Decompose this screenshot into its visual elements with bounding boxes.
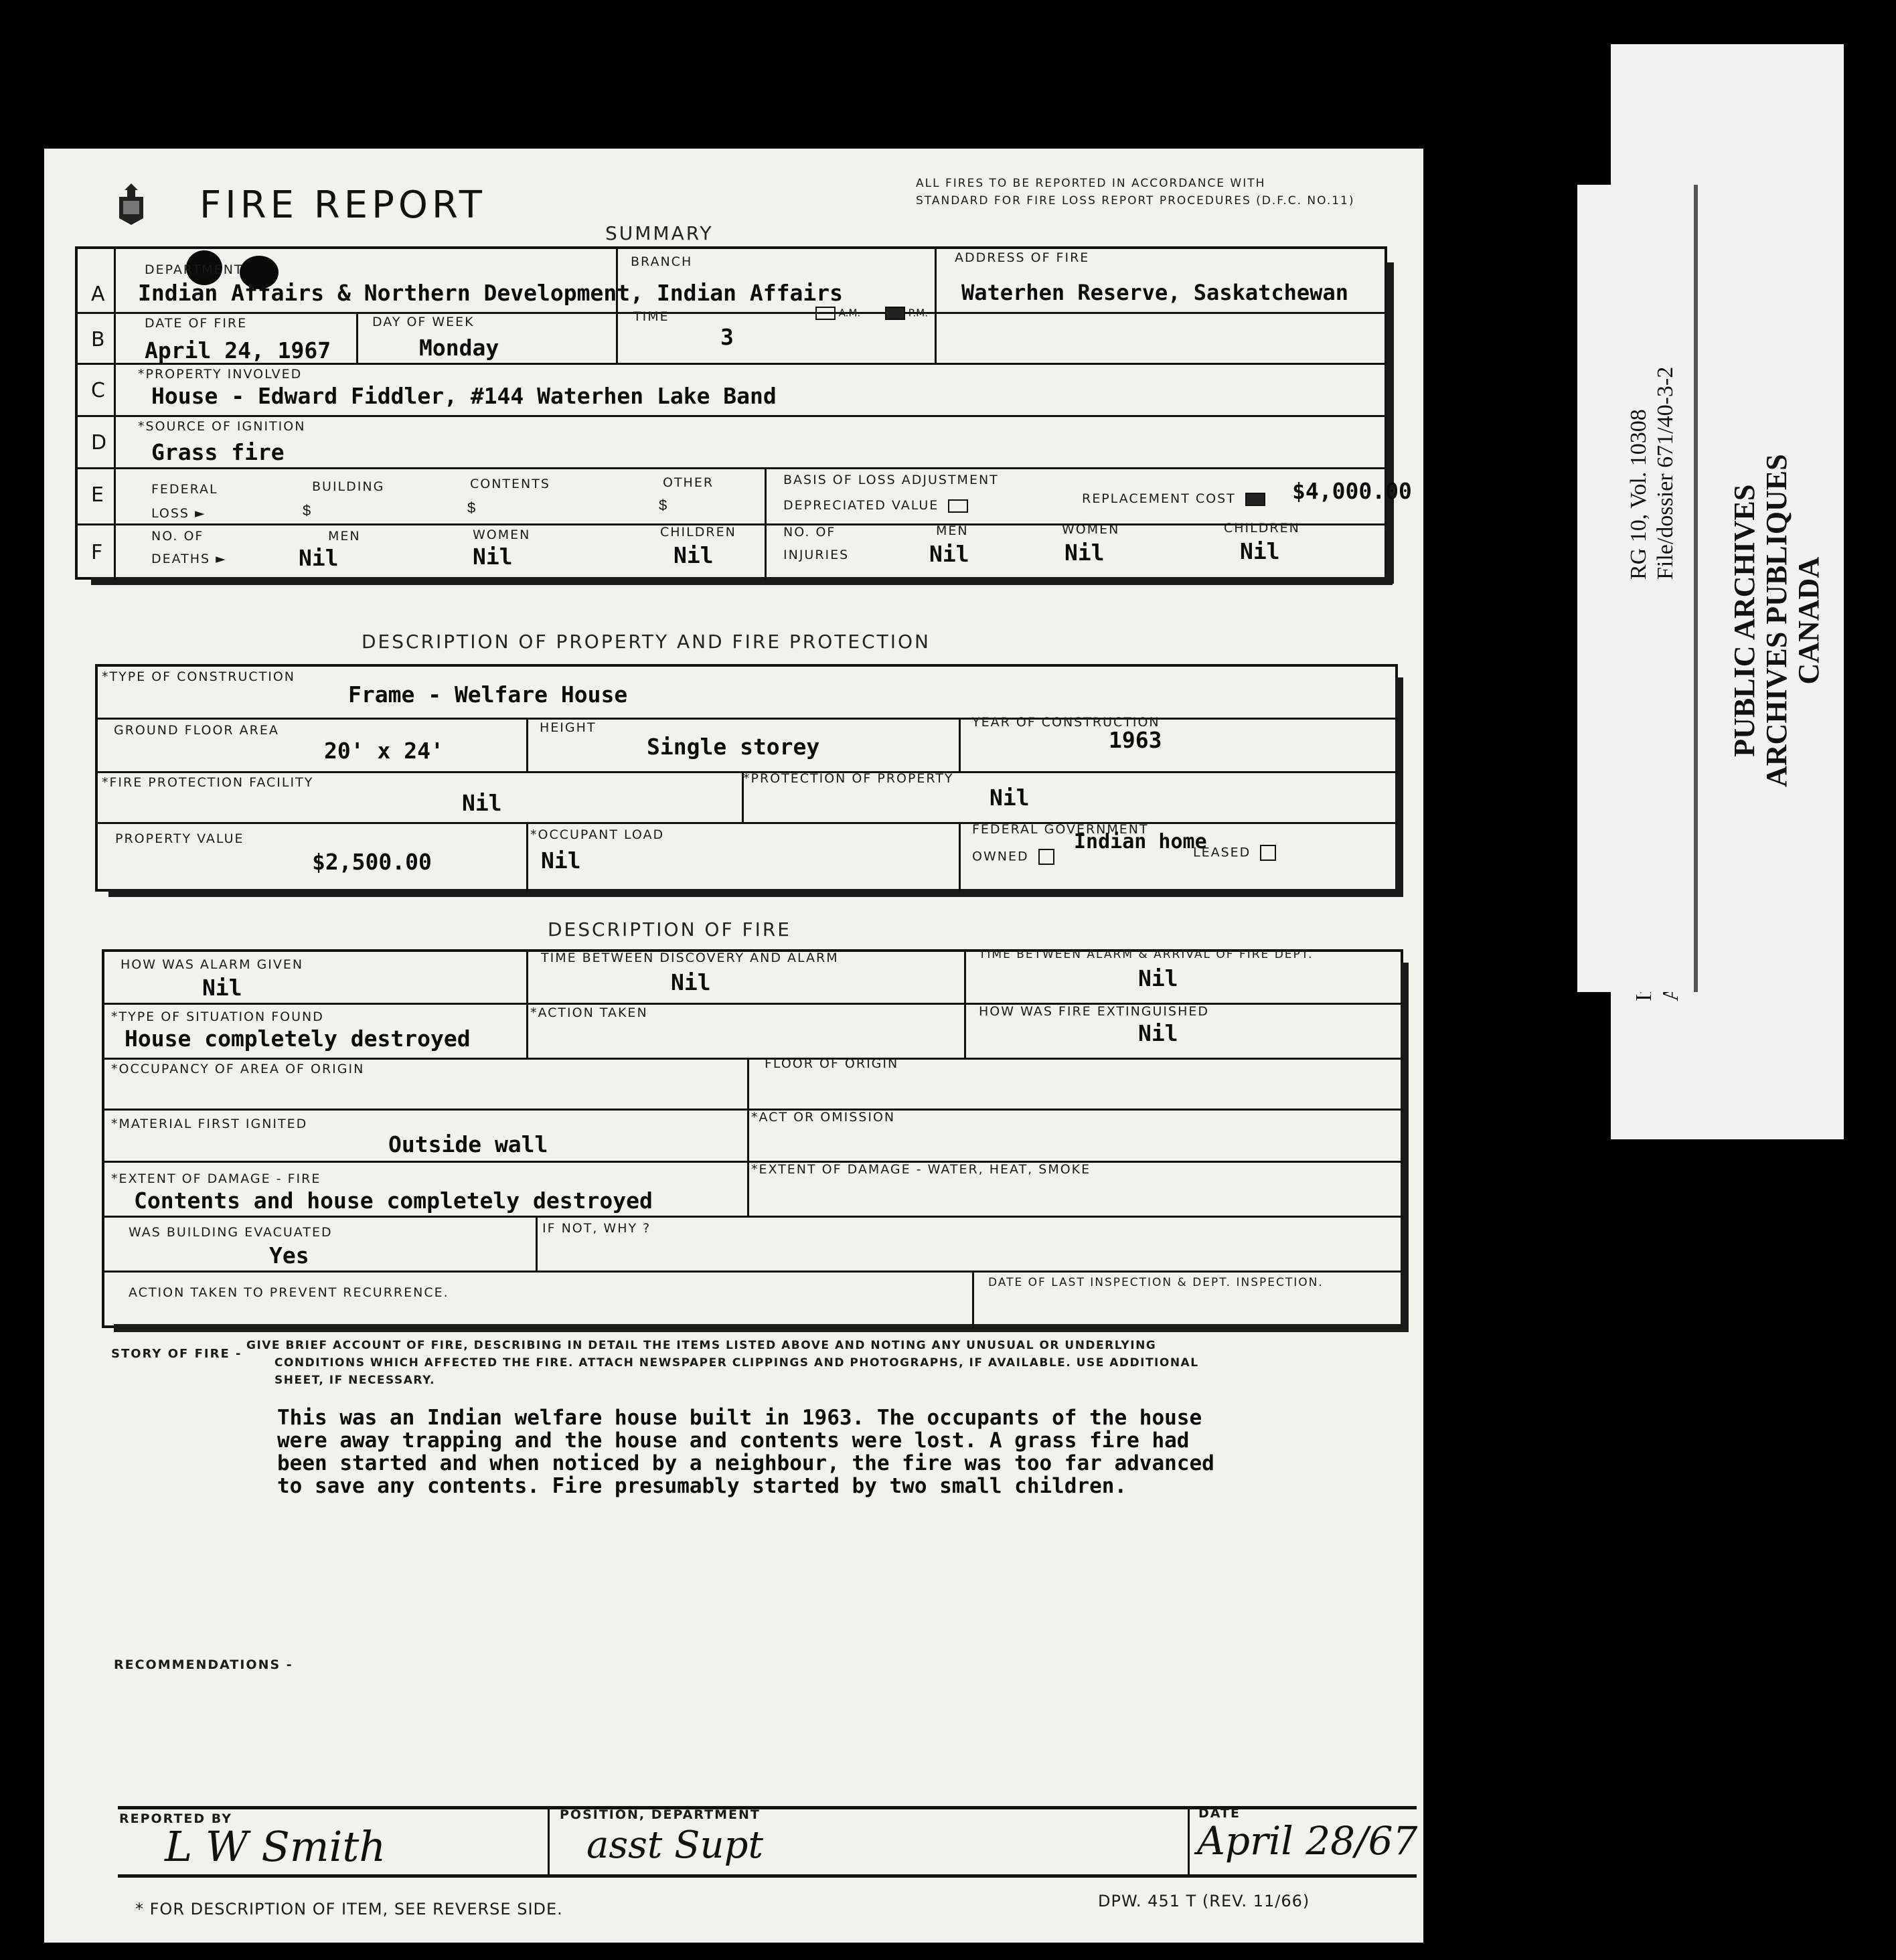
property-involved-label: *PROPERTY INVOLVED [138,367,303,382]
footnote: * FOR DESCRIPTION OF ITEM, SEE REVERSE SIDE. [135,1900,563,1918]
extinguished-label: HOW WAS FIRE EXTINGUISHED [979,1004,1210,1019]
address-label: ADDRESS OF FIRE [955,250,1090,265]
evacuated-label: WAS BUILDING EVACUATED [129,1225,333,1240]
leased-label: LEASED [1193,845,1276,861]
construction-value: Frame - Welfare House [348,681,628,708]
am-label: A.M. [838,307,861,319]
address-value: Waterhen Reserve, Saskatchewan [961,280,1348,305]
story-instructions-3: SHEET, IF NECESSARY. [274,1374,436,1387]
year-label: YEAR OF CONSTRUCTION [972,715,1160,730]
evacuated-value: Yes [269,1242,309,1269]
contents-label: CONTENTS [470,477,550,491]
property-value-label: PROPERTY VALUE [115,831,244,846]
deaths-men-label: MEN [328,529,361,544]
replacement-cost-value: $4,000.00 [1292,478,1412,504]
federal-government-note: Indian home [1074,830,1207,853]
injuries-men-label: MEN [936,523,969,538]
row-letter-a: A [91,282,105,306]
damage-fire-label: *EXTENT OF DAMAGE - FIRE [111,1171,321,1186]
story-line-1: This was an Indian welfare house built in 1963. The occupants of the house [277,1406,1202,1430]
action-taken-label: *ACTION TAKEN [530,1005,648,1020]
time-value: 3 [720,324,734,350]
occupant-load-label: *OCCUPANT LOAD [530,827,665,842]
discovery-value: Nil [671,969,711,995]
injuries-label-2: INJURIES [783,548,850,562]
position-label: POSITION, DEPARTMENT [560,1807,761,1822]
last-inspection-label: DATE OF LAST INSPECTION & DEPT. INSPECTION. [988,1276,1324,1289]
replacement-cost-checkbox[interactable] [1245,493,1265,506]
story-label: STORY OF FIRE - [111,1347,242,1361]
injuries-women-value: Nil [1064,540,1105,566]
basis-of-loss-label: BASIS OF LOSS ADJUSTMENT [783,473,999,487]
other-dollar: $ [659,497,667,513]
injuries-men-value: Nil [929,541,969,567]
arrival-value: Nil [1138,965,1178,991]
alarm-label: HOW WAS ALARM GIVEN [121,957,304,972]
depreciated-value-label: DEPRECIATED VALUE [783,498,968,513]
department-value: Indian Affairs & Northern Development, Indian Affairs [138,280,843,306]
extinguished-value: Nil [1138,1020,1178,1046]
story-line-3: been started and when noticed by a neighbour, the fire was too far advanced [277,1451,1214,1475]
fire-section-heading: DESCRIPTION OF FIRE [548,918,791,941]
height-value: Single storey [647,734,820,760]
archive-stamp-line2: ARCHIVES PUBLIQUES [1760,454,1793,787]
deaths-men-value: Nil [299,545,339,571]
story-instructions-2: CONDITIONS WHICH AFFECTED THE FIRE. ATTACH NEWSPAPER CLIPPINGS AND PHOTOGRAPHS, IF AVAILABLE. USE ADDITIONAL [274,1356,1199,1370]
source-of-ignition-value: Grass fire [151,439,285,465]
archive-rg: RG 10, Vol. 10308 [1626,409,1651,580]
form-number: DPW. 451 T (REV. 11/66) [1098,1892,1310,1910]
pm-checkbox[interactable] [881,307,928,320]
if-not-why-label: IF NOT, WHY ? [542,1221,651,1236]
construction-label: *TYPE OF CONSTRUCTION [102,669,295,684]
date-of-fire-value: April 24, 1967 [145,337,331,363]
row-letter-b: B [91,328,105,351]
injuries-children-label: CHILDREN [1224,521,1300,536]
story-instructions-1: GIVE BRIEF ACCOUNT OF FIRE, DESCRIBING IN DETAIL THE ITEMS LISTED ABOVE AND NOTING ANY UNUSUAL OR UNDERLYING [246,1339,1157,1352]
depreciated-value-checkbox[interactable] [948,499,968,513]
property-section-heading: DESCRIPTION OF PROPERTY AND FIRE PROTECTION [362,631,931,653]
branch-label: BRANCH [631,254,693,269]
recommendations-label: RECOMMENDATIONS - [114,1657,293,1672]
building-dollar: $ [303,502,311,519]
reported-by-label: REPORTED BY [119,1811,232,1826]
deaths-children-value: Nil [674,542,714,568]
material-value: Outside wall [388,1131,548,1157]
pm-label: P.M. [908,307,928,319]
injuries-label-1: NO. OF [783,525,836,540]
form-title: FIRE REPORT [200,183,487,227]
act-or-omission-label: *ACT OR OMISSION [751,1110,896,1125]
arrival-label: TIME BETWEEN ALARM & ARRIVAL OF FIRE DEPT. [979,948,1314,961]
owned-checkbox[interactable] [1038,849,1054,865]
deaths-women-label: WOMEN [473,527,531,542]
occupant-load-value: Nil [541,847,581,874]
notice-line-2: STANDARD FOR FIRE LOSS REPORT PROCEDURES (D.F.C. NO.11) [916,194,1355,208]
year-value: 1963 [1109,727,1162,753]
injuries-women-label: WOMEN [1062,522,1120,537]
property-involved-value: House - Edward Fiddler, #144 Waterhen Lake Band [151,383,777,409]
occupancy-label: *OCCUPANCY OF AREA OF ORIGIN [111,1062,365,1076]
row-letter-c: C [91,379,105,402]
damage-water-label: *EXTENT OF DAMAGE - WATER, HEAT, SMOKE [751,1162,1091,1177]
canada-coat-of-arms-icon [111,181,151,228]
leased-checkbox[interactable] [1260,845,1276,861]
facility-value: Nil [462,790,502,816]
deaths-label-2: DEATHS ► [151,552,227,566]
facility-label: *FIRE PROTECTION FACILITY [102,775,314,790]
row-letter-f: F [91,541,103,564]
archive-stamp [1729,454,1825,787]
time-label: TIME [633,309,669,324]
floor-area-label: GROUND FLOOR AREA [114,723,279,738]
archive-file: File/dossier 671/40-3-2 [1653,366,1678,580]
floor-area-value: 20' x 24' [324,738,444,764]
alarm-value: Nil [202,975,242,1001]
reported-by-signature: L W Smith [165,1822,386,1871]
discovery-label: TIME BETWEEN DISCOVERY AND ALARM [541,951,839,965]
deaths-women-value: Nil [473,544,513,570]
day-of-week-label: DAY OF WEEK [372,315,475,329]
other-label: OTHER [663,475,714,490]
contents-dollar: $ [467,499,476,516]
prevent-recurrence-label: ACTION TAKEN TO PREVENT RECURRENCE. [129,1285,449,1300]
protection-label: *PROTECTION OF PROPERTY [743,771,954,786]
height-label: HEIGHT [540,720,597,735]
summary-heading: SUMMARY [605,222,714,244]
archive-stamp-line1: PUBLIC ARCHIVES [1728,484,1761,757]
date-handwritten: April 28/67 [1197,1818,1418,1864]
position-handwritten: asst Supt [586,1823,763,1867]
source-of-ignition-label: *SOURCE OF IGNITION [138,419,306,434]
story-line-4: to save any contents. Fire presumably started by two small children. [277,1474,1127,1498]
federal-government-label: FEDERAL GOVERNMENT [972,822,1149,837]
loss-label: LOSS ► [151,506,206,521]
day-of-week-value: Monday [419,335,499,361]
floor-of-origin-label: FLOOR OF ORIGIN [765,1056,899,1071]
material-label: *MATERIAL FIRST IGNITED [111,1117,308,1131]
replacement-cost-label: REPLACEMENT COST [1082,491,1265,506]
situation-label: *TYPE OF SITUATION FOUND [111,1009,324,1024]
row-letter-e: E [91,483,104,507]
department-label: DEPARTMENT [145,262,244,277]
am-checkbox[interactable] [811,307,860,320]
archive-tag-inner [1577,185,1698,992]
protection-value: Nil [990,785,1030,811]
notice-line-1: ALL FIRES TO BE REPORTED IN ACCORDANCE WITH [916,177,1266,190]
injuries-children-value: Nil [1240,538,1280,564]
deaths-label-1: NO. OF [151,529,204,544]
fire-report-form [44,149,1423,1943]
damage-fire-value: Contents and house completely destroyed [134,1188,653,1214]
row-letter-d: D [91,431,107,455]
building-label: BUILDING [312,479,385,494]
federal-label: FEDERAL [151,482,218,497]
date-of-fire-label: DATE OF FIRE [145,316,248,331]
property-value: $2,500.00 [312,849,432,875]
situation-value: House completely destroyed [125,1026,471,1052]
date-label: DATE [1198,1806,1241,1821]
story-line-2: were away trapping and the house and contents were lost. A grass fire had [277,1428,1190,1453]
owned-label: OWNED [972,849,1054,865]
archive-stamp-line3: CANADA [1792,556,1825,685]
deaths-children-label: CHILDREN [660,525,736,540]
archive-reference [1626,367,1679,580]
